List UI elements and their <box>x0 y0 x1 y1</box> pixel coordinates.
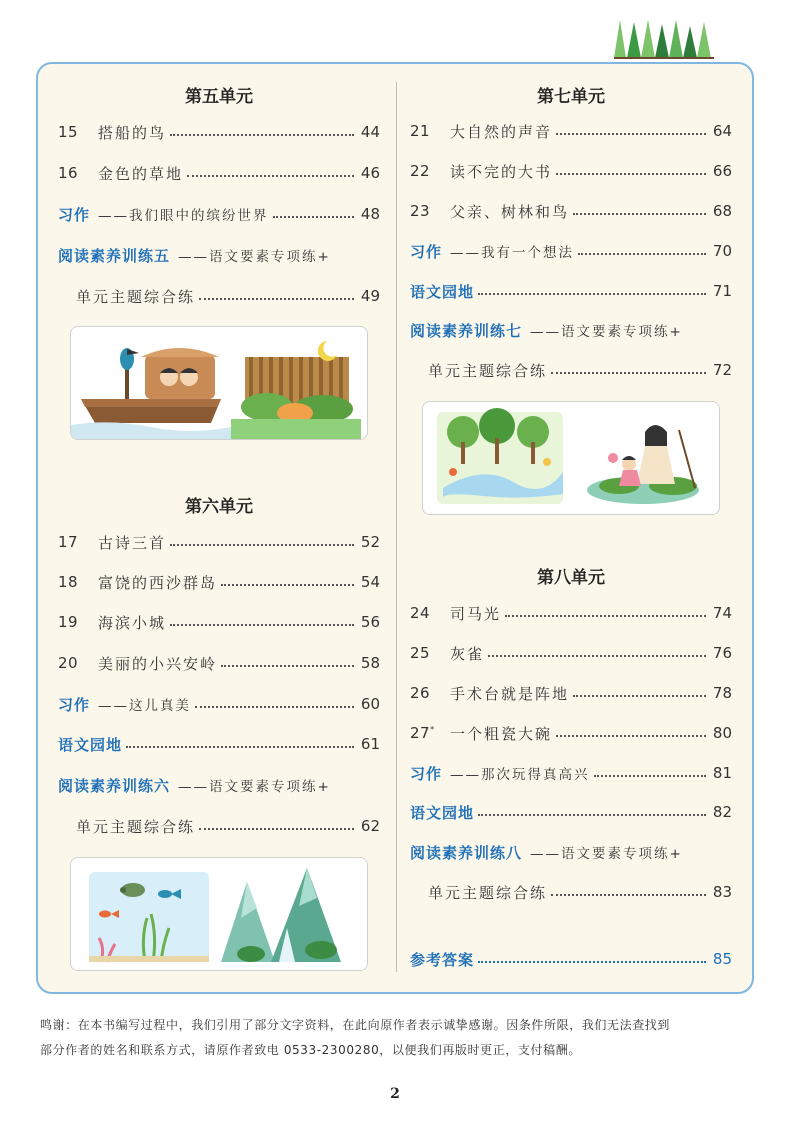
page-number: 83 <box>712 883 732 901</box>
lesson-number: 23 <box>410 202 431 220</box>
leader-dots <box>556 173 706 175</box>
answers-page-number: 85 <box>712 950 732 968</box>
toc-entry-garden[interactable] <box>58 732 380 756</box>
toc-entry-reading[interactable] <box>58 243 380 267</box>
page-number: 49 <box>360 287 380 305</box>
section-label: 阅读素养训练八 <box>410 843 523 862</box>
lesson-number: 16 <box>58 164 79 182</box>
page-number: 58 <box>360 654 380 672</box>
lesson-title: 美丽的小兴安岭 <box>98 654 218 673</box>
leader-dots <box>478 961 706 963</box>
lesson-title: 单元主题综合练 <box>428 883 548 902</box>
toc-entry[interactable] <box>410 681 732 705</box>
illustration-boat-grassland <box>70 326 368 440</box>
lesson-number: 24 <box>410 604 431 622</box>
lesson-title: 单元主题综合练 <box>76 287 196 306</box>
lesson-number-value: 27 <box>410 724 431 742</box>
page-number: 66 <box>712 162 732 180</box>
toc-entry[interactable] <box>58 161 380 185</box>
leader-dots <box>199 828 354 830</box>
section-label: 习作 <box>58 205 91 224</box>
toc-entry-reading[interactable] <box>410 318 732 342</box>
toc-entry-writing[interactable] <box>58 202 380 226</box>
toc-entry-writing[interactable] <box>410 761 732 785</box>
illustration-sea-mountains <box>70 857 368 971</box>
page-number: 60 <box>360 695 380 713</box>
lesson-title: 单元主题综合练 <box>428 361 548 380</box>
leader-dots <box>221 665 354 667</box>
leader-dots <box>187 175 354 177</box>
page-number: 62 <box>360 817 380 835</box>
toc-entry[interactable] <box>58 570 380 594</box>
page-number: 71 <box>712 282 732 300</box>
optional-mark: * <box>430 725 435 734</box>
section-label: 语文园地 <box>410 803 475 822</box>
acknowledgement-line: 鸣谢：在本书编写过程中，我们引用了部分文字资料，在此向原作者表示诚挚感谢。因条件所限，我们无法查找到 <box>40 1018 671 1032</box>
page-number: 46 <box>360 164 380 182</box>
toc-entry[interactable] <box>58 651 380 675</box>
page-number: 56 <box>360 613 380 631</box>
page-number: 72 <box>712 361 732 379</box>
leader-dots <box>505 615 706 617</box>
boat-illustration-icon <box>71 327 368 440</box>
illustration-forest-lotus <box>422 401 720 515</box>
leader-dots <box>578 253 706 255</box>
section-subtitle: ——语文要素专项练+ <box>530 846 683 862</box>
page-number-footer: 2 <box>390 1086 400 1102</box>
page-number: 52 <box>360 533 380 551</box>
toc-entry[interactable] <box>58 284 380 308</box>
toc-entry[interactable] <box>410 721 732 745</box>
leader-dots <box>170 624 354 626</box>
leader-dots <box>573 213 706 215</box>
section-subtitle: ——我们眼中的缤纷世界 <box>98 208 269 224</box>
lesson-number: 15 <box>58 123 79 141</box>
lesson-number: 26 <box>410 684 431 702</box>
section-subtitle: ——这儿真美 <box>98 698 192 714</box>
lesson-number: 21 <box>410 122 431 140</box>
toc-entry[interactable] <box>58 530 380 554</box>
toc-entry[interactable] <box>410 641 732 665</box>
lesson-number: 22 <box>410 162 431 180</box>
section-label: 语文园地 <box>58 735 123 754</box>
lesson-title: 大自然的声音 <box>450 122 553 141</box>
page-number: 76 <box>712 644 732 662</box>
lesson-title: 古诗三首 <box>98 533 167 552</box>
unit7-title: 第七单元 <box>537 87 605 107</box>
page-number: 81 <box>712 764 732 782</box>
toc-entry[interactable] <box>410 880 732 904</box>
lesson-title: 一个粗瓷大碗 <box>450 724 553 743</box>
tree-decoration <box>614 18 718 60</box>
leader-dots <box>551 372 706 374</box>
leader-dots <box>594 775 706 777</box>
section-subtitle: ——语文要素专项练+ <box>178 779 331 795</box>
leader-dots <box>199 298 354 300</box>
acknowledgement-line: 部分作者的姓名和联系方式，请原作者致电 0533-2300280，以便我们再版时更正，支付稿酬。 <box>40 1043 581 1057</box>
toc-entry-reading[interactable] <box>58 773 380 797</box>
toc-entry[interactable] <box>58 610 380 634</box>
leader-dots <box>273 216 354 218</box>
leader-dots <box>221 584 354 586</box>
toc-entry-garden[interactable] <box>410 800 732 824</box>
section-subtitle: ——我有一个想法 <box>450 245 575 261</box>
leader-dots <box>573 695 706 697</box>
toc-entry[interactable] <box>410 119 732 143</box>
section-label: 阅读素养训练六 <box>58 776 171 795</box>
section-subtitle: ——语文要素专项练+ <box>178 249 331 265</box>
toc-entry-writing[interactable] <box>58 692 380 716</box>
section-label: 习作 <box>410 242 443 261</box>
lesson-title: 金色的草地 <box>98 164 184 183</box>
leader-dots <box>478 293 706 295</box>
toc-entry-writing[interactable] <box>410 239 732 263</box>
page-number: 54 <box>360 573 380 591</box>
lesson-title: 父亲、树林和鸟 <box>450 202 570 221</box>
section-label: 习作 <box>58 695 91 714</box>
page-number: 74 <box>712 604 732 622</box>
lesson-number: 19 <box>58 613 79 631</box>
section-label: 阅读素养训练五 <box>58 246 171 265</box>
leader-dots <box>556 735 706 737</box>
page-number: 44 <box>360 123 380 141</box>
unit8-title: 第八单元 <box>537 568 605 588</box>
leader-dots <box>126 746 354 748</box>
sea-illustration-icon <box>71 858 368 971</box>
lesson-title: 灰雀 <box>450 644 485 663</box>
unit6-title: 第六单元 <box>185 497 253 517</box>
section-label: 习作 <box>410 764 443 783</box>
lesson-number: 17 <box>58 533 79 551</box>
page-number: 61 <box>360 735 380 753</box>
section-label: 阅读素养训练七 <box>410 321 523 340</box>
toc-entry-reading[interactable] <box>410 840 732 864</box>
toc-entry[interactable] <box>410 199 732 223</box>
leader-dots <box>488 655 706 657</box>
leader-dots <box>170 544 354 546</box>
page-number: 70 <box>712 242 732 260</box>
leader-dots <box>556 133 706 135</box>
lesson-title: 读不完的大书 <box>450 162 553 181</box>
lesson-title: 富饶的西沙群岛 <box>98 573 218 592</box>
lesson-title: 手术台就是阵地 <box>450 684 570 703</box>
toc-entry[interactable] <box>58 120 380 144</box>
leader-dots <box>478 814 706 816</box>
lesson-number <box>410 724 450 742</box>
column-divider <box>396 82 397 972</box>
lesson-number: 20 <box>58 654 79 672</box>
section-label: 语文园地 <box>410 282 475 301</box>
toc-entry-answers[interactable] <box>410 947 732 971</box>
page-number: 68 <box>712 202 732 220</box>
acknowledgement-note <box>40 1013 760 1063</box>
lesson-number: 18 <box>58 573 79 591</box>
toc-entry[interactable] <box>410 601 732 625</box>
page-number: 82 <box>712 803 732 821</box>
leader-dots <box>170 134 354 136</box>
section-subtitle: ——那次玩得真高兴 <box>450 767 590 783</box>
lesson-title: 单元主题综合练 <box>76 817 196 836</box>
page-number: 64 <box>712 122 732 140</box>
leader-dots <box>551 894 706 896</box>
toc-entry[interactable] <box>410 159 732 183</box>
lesson-number: 25 <box>410 644 431 662</box>
lesson-title: 搭船的鸟 <box>98 123 167 142</box>
page-number: 80 <box>712 724 732 742</box>
unit5-title: 第五单元 <box>185 87 253 107</box>
leader-dots <box>195 706 354 708</box>
toc-entry-garden[interactable] <box>410 279 732 303</box>
toc-entry[interactable] <box>410 358 732 382</box>
section-subtitle: ——语文要素专项练+ <box>530 324 683 340</box>
lesson-title: 海滨小城 <box>98 613 167 632</box>
page-number: 78 <box>712 684 732 702</box>
page-number: 48 <box>360 205 380 223</box>
answers-label: 参考答案 <box>410 950 475 969</box>
forest-illustration-icon <box>423 402 720 515</box>
lesson-title: 司马光 <box>450 604 502 623</box>
toc-entry[interactable] <box>58 814 380 838</box>
